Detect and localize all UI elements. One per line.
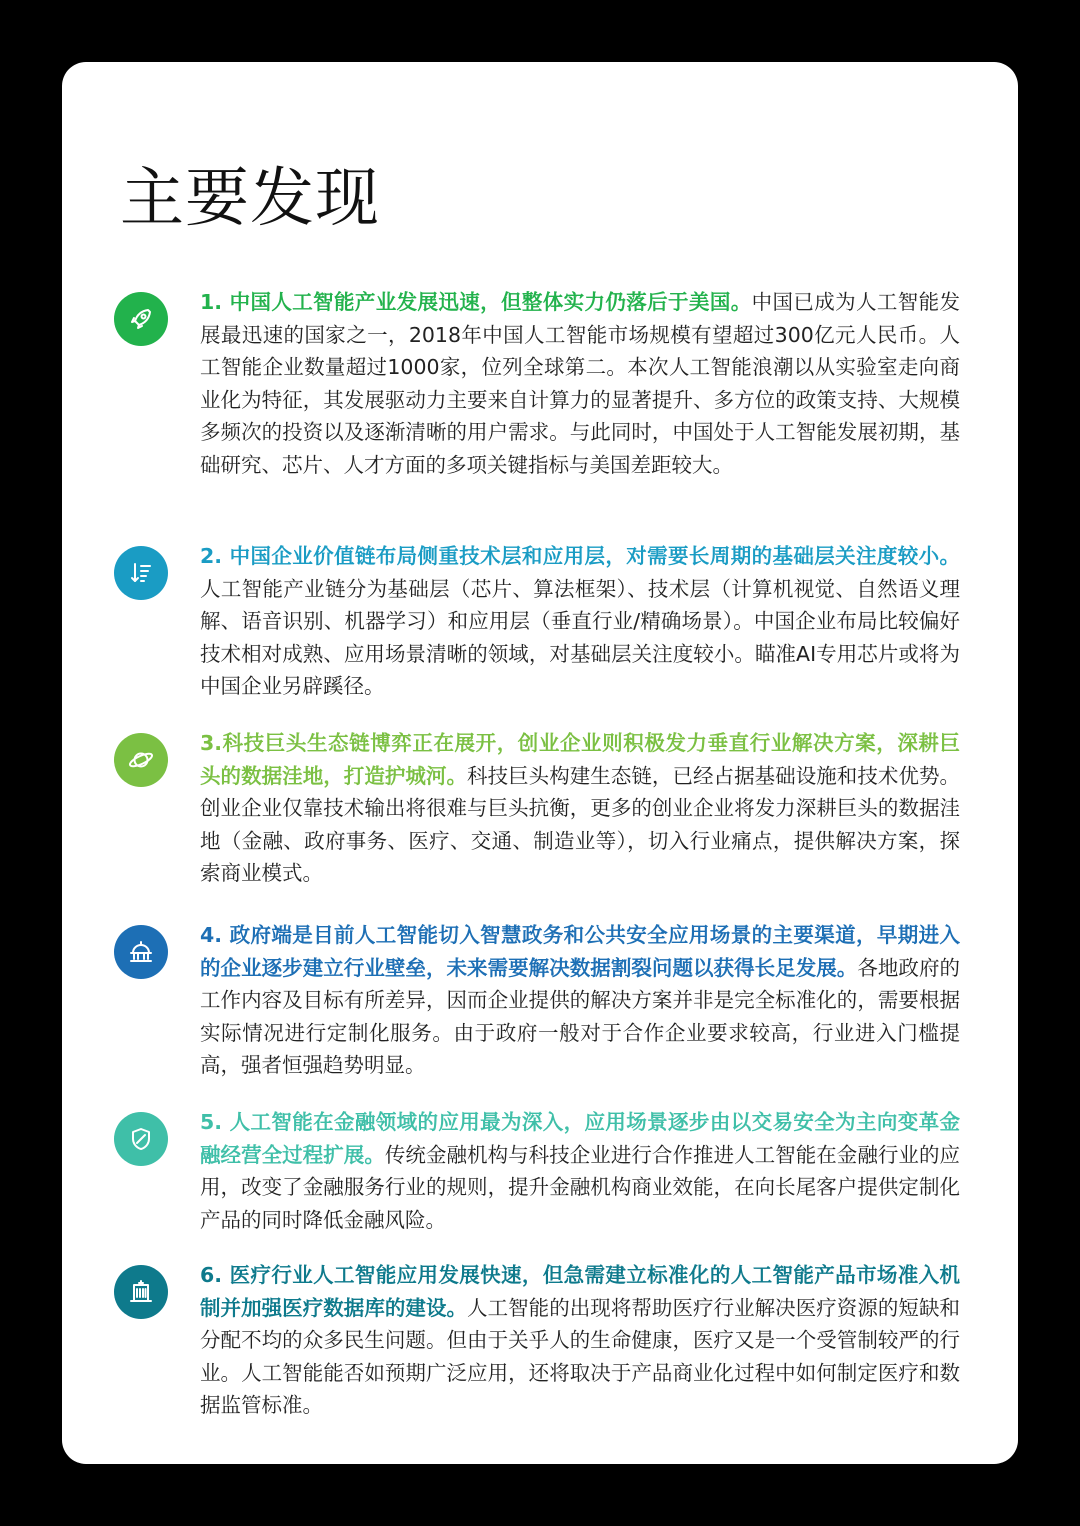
finding-1-body: 中国已成为人工智能发展最迅速的国家之一，2018年中国人工智能市场规模有望超过300亿元人民币。人工智能企业数量超过1000家，位列全球第二。本次人工智能浪潮以从实验室走向商业化为特征，其发展驱动力主要来自计算力的显著提升、多方位的政策支持、大规模多频次的投资以及逐渐清晰的用户需求。与此同时，中国处于人工智能发展初期，基础研究、芯片、人才方面的多项关键指标与美国差距较大。 xyxy=(200,290,961,477)
finding-1-heading: 1. 中国人工智能产业发展迅速，但整体实力仍落后于美国。 xyxy=(200,290,752,314)
planet-icon xyxy=(114,733,168,787)
government-building-icon xyxy=(114,925,168,979)
hospital-icon xyxy=(114,1265,168,1319)
finding-6-heading: 6. 医疗行业人工智能应用发展快速，但急需建立标准化的人工智能产品市场准入机制并加强医疗数据库的建设。 xyxy=(200,1263,960,1320)
finding-2-text xyxy=(200,540,960,703)
shield-icon xyxy=(114,1112,168,1166)
finding-6-body: 人工智能的出现将帮助医疗行业解决医疗资源的短缺和分配不均的众多民生问题。但由于关乎人的生命健康，医疗又是一个受管制较严的行业。人工智能能否如预期广泛应用，还将取决于产品商业化过程中如何制定医疗和数据监管标准。 xyxy=(200,1295,961,1418)
page-title: 主要发现 xyxy=(120,162,380,236)
sort-down-icon xyxy=(114,546,168,600)
finding-2-heading: 2. 中国企业价值链布局侧重技术层和应用层，对需要长周期的基础层关注度较小。 xyxy=(200,544,960,568)
finding-6-text xyxy=(200,1259,960,1422)
finding-4-body: 各地政府的工作内容及目标有所差异，因而企业提供的解决方案并非是完全标准化的，需要根据实际情况进行定制化服务。由于政府一般对于合作企业要求较高，行业进入门槛提高，强者恒强趋势明显。 xyxy=(200,955,961,1078)
finding-1-text xyxy=(200,286,960,482)
finding-5-text xyxy=(200,1106,960,1236)
finding-4-text xyxy=(200,919,960,1082)
finding-3-text xyxy=(200,727,960,890)
finding-5-body: 传统金融机构与科技企业进行合作推进人工智能在金融行业的应用，改变了金融服务行业的规则，提升金融机构商业效能，在向长尾客户提供定制化产品的同时降低金融风险。 xyxy=(200,1142,960,1232)
finding-3-heading: 3.科技巨头生态链博弈正在展开，创业企业则积极发力垂直行业解决方案，深耕巨头的数据洼地，打造护城河。 xyxy=(200,731,960,788)
finding-4-heading: 4. 政府端是目前人工智能切入智慧政务和公共安全应用场景的主要渠道，早期进入的企业逐步建立行业壁垒，未来需要解决数据割裂问题以获得长足发展。 xyxy=(200,923,960,980)
rocket-icon xyxy=(114,292,168,346)
finding-5-heading: 5. 人工智能在金融领域的应用最为深入，应用场景逐步由以交易安全为主向变革金融经营全过程扩展。 xyxy=(200,1110,960,1167)
finding-3-body: 科技巨头构建生态链，已经占据基础设施和技术优势。创业企业仅靠技术输出将很难与巨头抗衡，更多的创业企业将发力深耕巨头的数据洼地（金融、政府事务、医疗、交通、制造业等），切入行业痛点，提供解决方案，探索商业模式。 xyxy=(200,763,961,886)
report-card xyxy=(62,62,1018,1464)
finding-2-body: 人工智能产业链分为基础层（芯片、算法框架）、技术层（计算机视觉、自然语义理解、语音识别、机器学习）和应用层（垂直行业/精确场景）。中国企业布局比较偏好技术相对成熟、应用场景清晰的领域，对基础层关注度较小。瞄准AI专用芯片或将为中国企业另辟蹊径。 xyxy=(200,576,960,699)
